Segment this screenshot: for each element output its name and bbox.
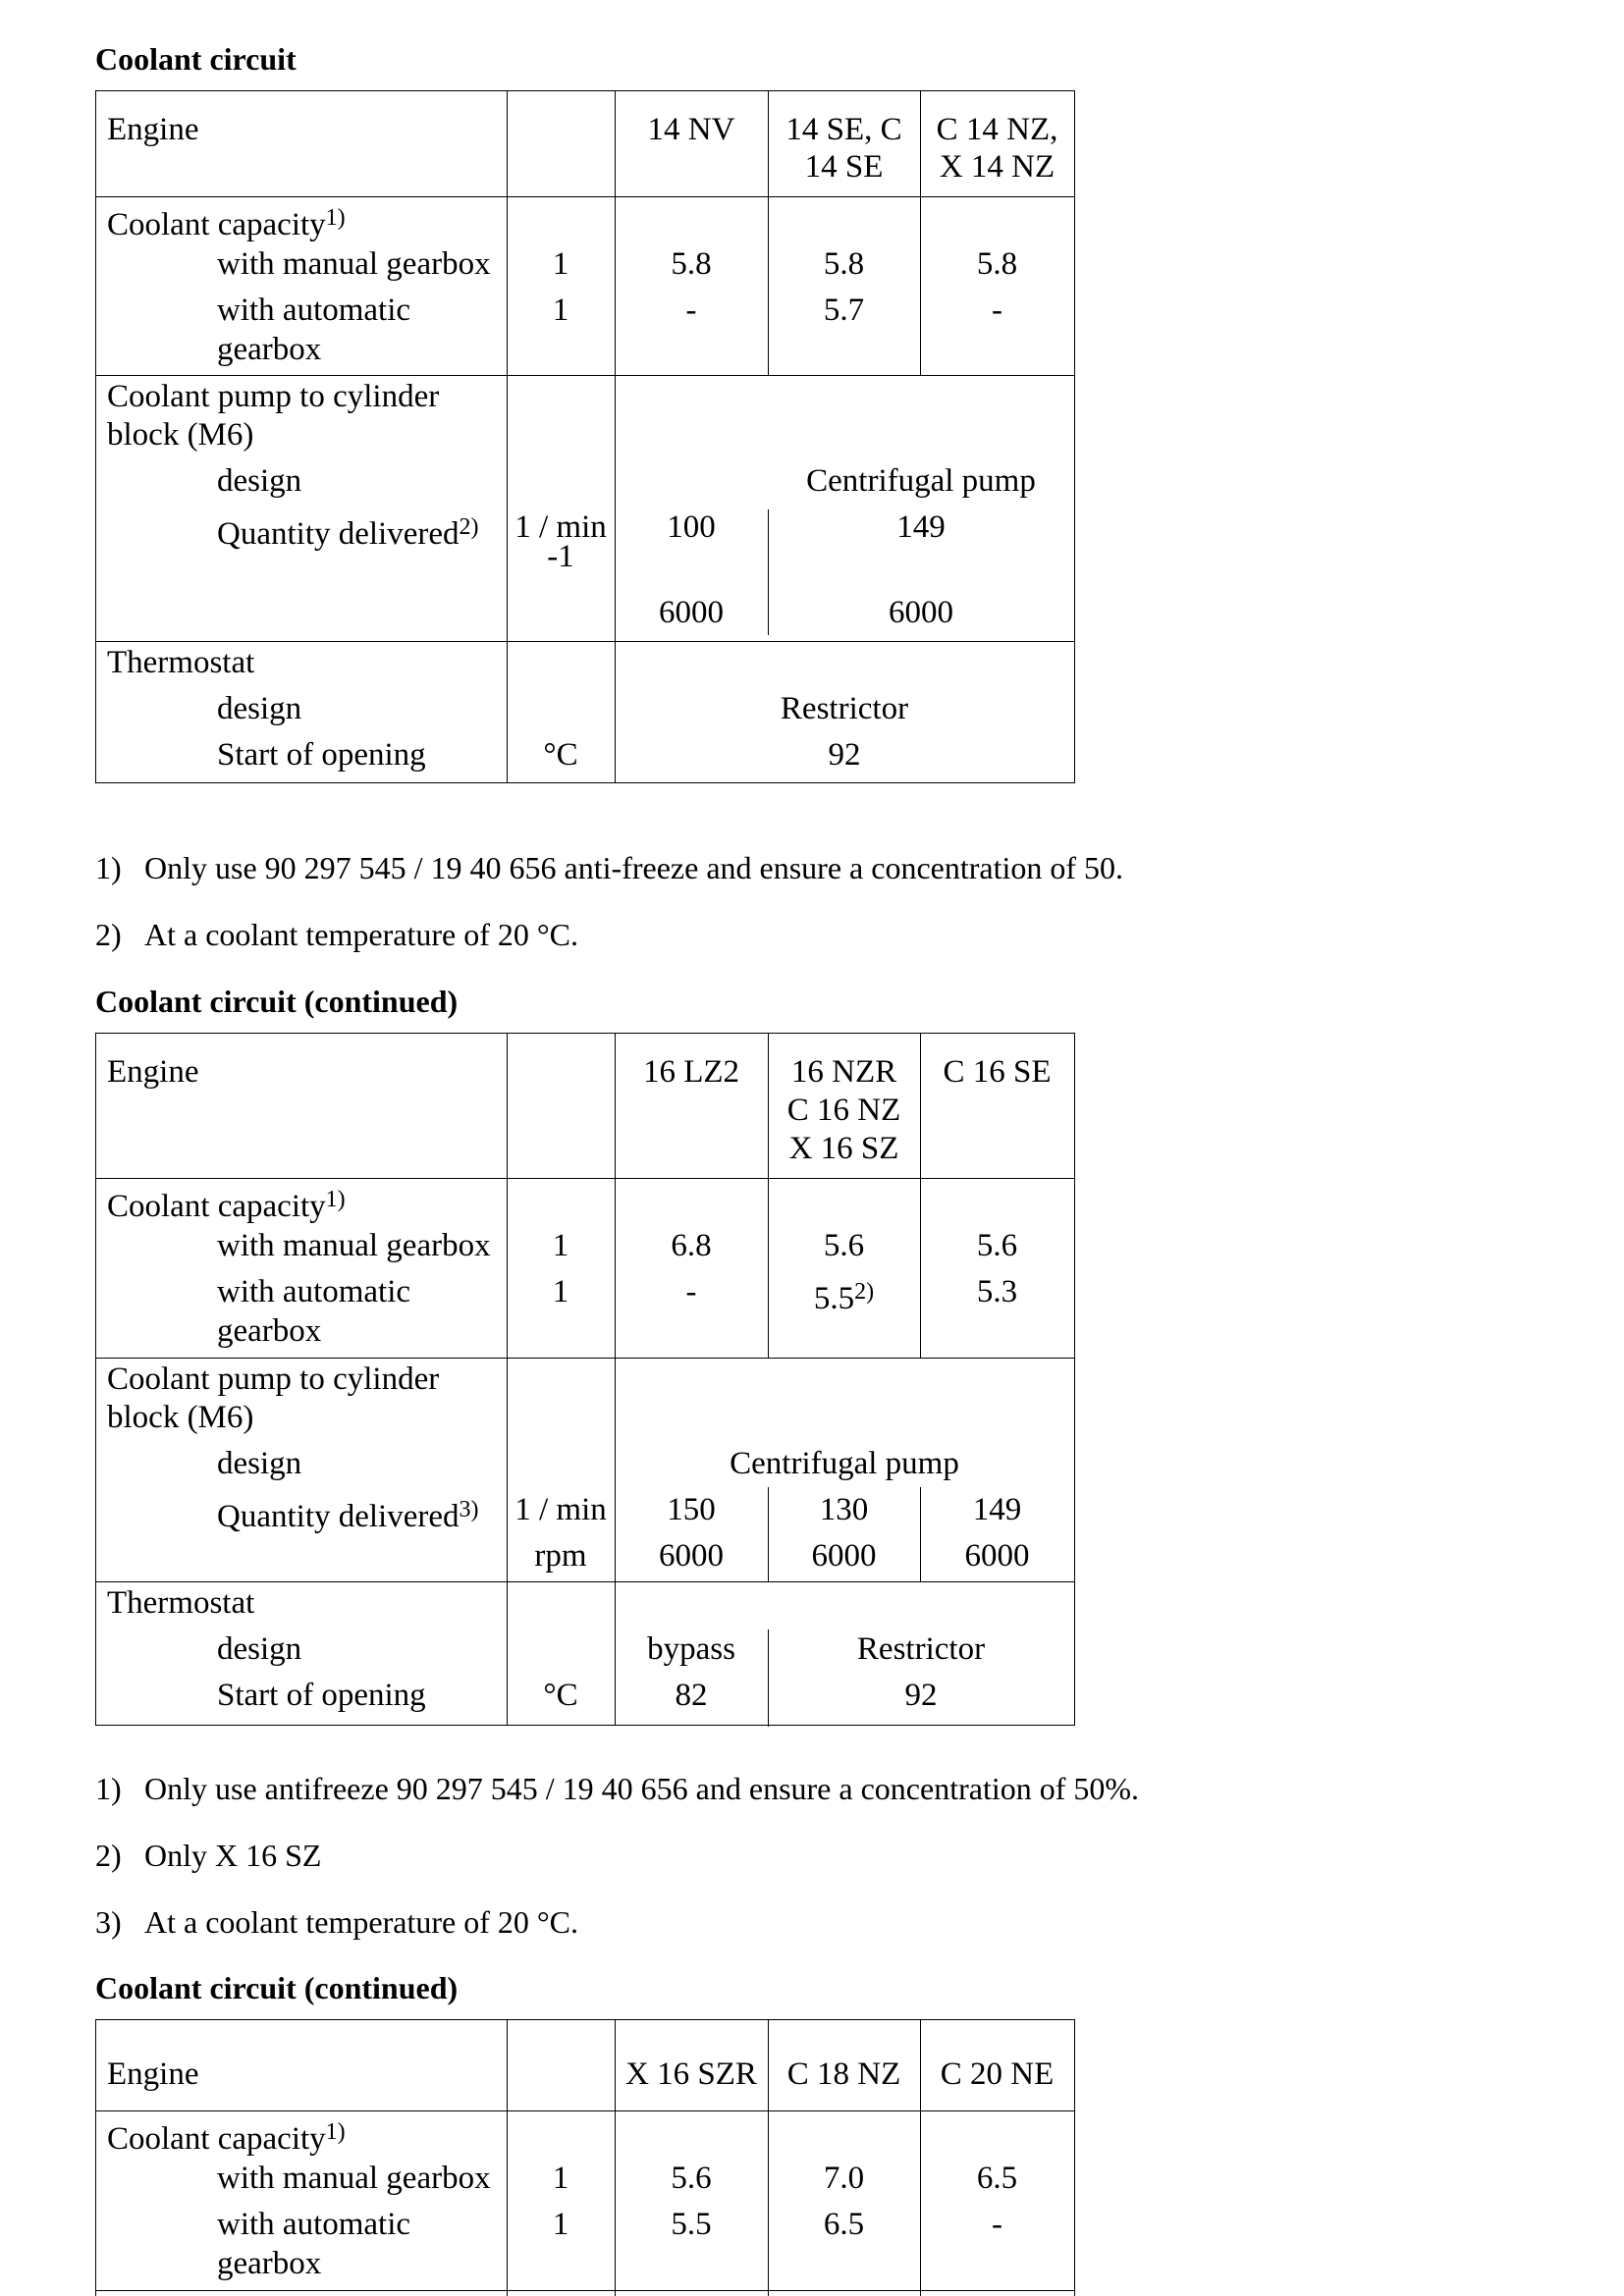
rpm-value-1: 6000 — [659, 595, 724, 630]
opening-value: 92 — [828, 737, 861, 773]
coolant-pump-label-line2: block (M6) — [107, 1400, 254, 1435]
automatic-gearbox-label-line1: with automatic — [217, 1274, 411, 1309]
automatic-value-2: 6.5 — [823, 2207, 865, 2242]
divider — [96, 1358, 1074, 1359]
automatic-value-2: 5.7 — [823, 293, 865, 328]
automatic-gearbox-label-line2: gearbox — [217, 1313, 322, 1349]
coolant-capacity-label: Coolant capacity$^{1)}$ — [107, 2119, 346, 2157]
pump-design-value: Centrifugal pump — [806, 463, 1036, 499]
opening-unit: °C — [543, 737, 578, 773]
automatic-unit: 1 — [552, 293, 569, 328]
quantity-value-2-3: 149 — [896, 509, 946, 545]
footnote-ref: 1) — [325, 1187, 346, 1212]
quantity-value-1: 150 — [667, 1492, 716, 1527]
quantity-unit: 1 / min — [514, 1492, 607, 1527]
quantity-delivered-label: Quantity delivered$^{3)}$ — [217, 1497, 479, 1534]
opening-value-1: 82 — [675, 1678, 708, 1713]
thermostat-design-value-2-3: Restrictor — [856, 1631, 986, 1667]
divider — [615, 1034, 616, 1725]
opening-value-2-3: 92 — [904, 1678, 938, 1713]
divider — [96, 196, 1074, 197]
divider — [96, 2110, 1074, 2111]
engine-col-3-line1: C 14 NZ, — [936, 112, 1058, 147]
engine-col-1: 16 LZ2 — [642, 1054, 740, 1090]
start-of-opening-label: Start of opening — [217, 737, 426, 773]
engine-col-2-line2: C 16 NZ — [786, 1093, 901, 1128]
thermostat-design-label: design — [217, 691, 302, 726]
engine-col-2-line1: 14 SE, C — [785, 112, 902, 147]
coolant-table-2 — [95, 1033, 1075, 1726]
footnote-ref: 3) — [459, 1497, 479, 1522]
pump-design-label: design — [217, 1446, 302, 1481]
engine-label: Engine — [107, 1054, 199, 1090]
automatic-gearbox-label-line2: gearbox — [217, 2246, 322, 2281]
manual-gearbox-label: with manual gearbox — [217, 246, 491, 282]
manual-unit: 1 — [552, 2161, 569, 2196]
coolant-table-3 — [95, 2019, 1075, 2296]
automatic-value-2: 5.5$^{2)}$ — [813, 1279, 875, 1316]
footnote-3: 3) At a coolant temperature of 20 °C. — [95, 1904, 578, 1940]
automatic-value-1: - — [685, 293, 697, 328]
engine-col-3: C 20 NE — [940, 2056, 1055, 2092]
thermostat-design-value-1: bypass — [647, 1631, 735, 1667]
coolant-table-1 — [95, 90, 1075, 783]
rpm-unit: rpm — [534, 1538, 587, 1574]
engine-col-3: C 16 SE — [943, 1054, 1052, 1090]
divider — [96, 1581, 1074, 1582]
engine-label: Engine — [107, 112, 199, 147]
divider — [96, 375, 1074, 376]
quantity-delivered-label: Quantity delivered$^{2)}$ — [217, 514, 479, 552]
coolant-capacity-label: Coolant capacity$^{1)}$ — [107, 205, 346, 242]
divider — [96, 641, 1074, 642]
table3-heading: Coolant circuit (continued) — [95, 1970, 459, 2005]
manual-value-1: 5.6 — [671, 2161, 712, 2196]
manual-value-2: 5.8 — [823, 246, 865, 282]
automatic-gearbox-label-line2: gearbox — [217, 332, 322, 367]
manual-unit: 1 — [552, 1228, 569, 1263]
engine-col-1: X 16 SZR — [625, 2056, 757, 2092]
engine-col-2-line1: 16 NZR — [790, 1054, 897, 1090]
coolant-pump-label-line1: Coolant pump to cylinder — [107, 1362, 440, 1397]
quantity-unit-line2: -1 — [547, 539, 574, 574]
table2-heading: Coolant circuit (continued) — [95, 984, 459, 1019]
automatic-gearbox-label-line1: with automatic — [217, 293, 411, 328]
thermostat-design-value: Restrictor — [780, 691, 909, 726]
pump-design-label: design — [217, 463, 302, 499]
manual-value-1: 5.8 — [671, 246, 712, 282]
divider — [96, 1178, 1074, 1179]
engine-col-3-line2: X 14 NZ — [939, 149, 1056, 185]
rpm-value-2: 6000 — [811, 1538, 877, 1574]
thermostat-label: Thermostat — [107, 1585, 255, 1621]
quantity-value-3: 149 — [972, 1492, 1022, 1527]
manual-value-1: 6.8 — [671, 1228, 712, 1263]
automatic-unit: 1 — [552, 1274, 569, 1309]
divider — [96, 2290, 1074, 2291]
coolant-pump-label-line2: block (M6) — [107, 417, 254, 453]
rpm-value-1: 6000 — [659, 1538, 724, 1574]
manual-value-3: 5.6 — [976, 1228, 1018, 1263]
thermostat-design-label: design — [217, 1631, 302, 1667]
footnote-ref: 2) — [459, 514, 479, 540]
engine-col-1: 14 NV — [647, 112, 735, 147]
footnote-ref: 1) — [325, 2119, 346, 2145]
manual-value-2: 7.0 — [823, 2161, 865, 2196]
manual-value-3: 5.8 — [976, 246, 1018, 282]
manual-gearbox-label: with manual gearbox — [217, 2161, 491, 2196]
manual-value-2: 5.6 — [823, 1228, 865, 1263]
engine-col-2-line2: 14 SE — [804, 149, 884, 185]
quantity-value-1: 100 — [667, 509, 716, 545]
divider — [507, 91, 508, 782]
automatic-value-3: - — [992, 293, 1002, 328]
footnote-2: 2) Only X 16 SZ — [95, 1838, 322, 1873]
divider — [507, 1034, 508, 1725]
quantity-unit-line1: 1 / min — [514, 509, 607, 545]
pump-design-value: Centrifugal pump — [730, 1446, 959, 1481]
automatic-unit: 1 — [552, 2207, 569, 2242]
coolant-pump-label-line1: Coolant pump to cylinder — [107, 379, 440, 414]
rpm-value-2-3: 6000 — [889, 595, 953, 630]
automatic-value-3: 5.3 — [976, 1274, 1018, 1309]
coolant-capacity-label: Coolant capacity$^{1)}$ — [107, 1187, 346, 1224]
manual-unit: 1 — [552, 246, 569, 282]
footnote-1: 1) Only use 90 297 545 / 19 40 656 anti-freeze and ensure a concentration of 50. — [95, 850, 1124, 885]
automatic-value-3: - — [992, 2207, 1002, 2242]
engine-col-2: C 18 NZ — [786, 2056, 901, 2092]
rpm-value-3: 6000 — [964, 1538, 1030, 1574]
divider — [507, 2020, 508, 2296]
automatic-value-1: - — [685, 1274, 697, 1309]
opening-unit: °C — [543, 1678, 578, 1713]
engine-col-2-line3: X 16 SZ — [788, 1131, 899, 1166]
quantity-value-2: 130 — [819, 1492, 869, 1527]
divider — [615, 91, 616, 782]
footnote-1: 1) Only use antifreeze 90 297 545 / 19 40 656 and ensure a concentration of 50%. — [95, 1771, 1140, 1806]
footnote-ref: 2) — [854, 1279, 875, 1305]
manual-value-3: 6.5 — [976, 2161, 1018, 2196]
thermostat-label: Thermostat — [107, 645, 255, 680]
footnote-ref: 1) — [325, 205, 346, 231]
automatic-gearbox-label-line1: with automatic — [217, 2207, 411, 2242]
footnote-2: 2) At a coolant temperature of 20 °C. — [95, 917, 578, 952]
automatic-value-1: 5.5 — [671, 2207, 712, 2242]
manual-gearbox-label: with manual gearbox — [217, 1228, 491, 1263]
table1-heading: Coolant circuit — [95, 41, 297, 77]
start-of-opening-label: Start of opening — [217, 1678, 426, 1713]
engine-label: Engine — [107, 2056, 199, 2092]
